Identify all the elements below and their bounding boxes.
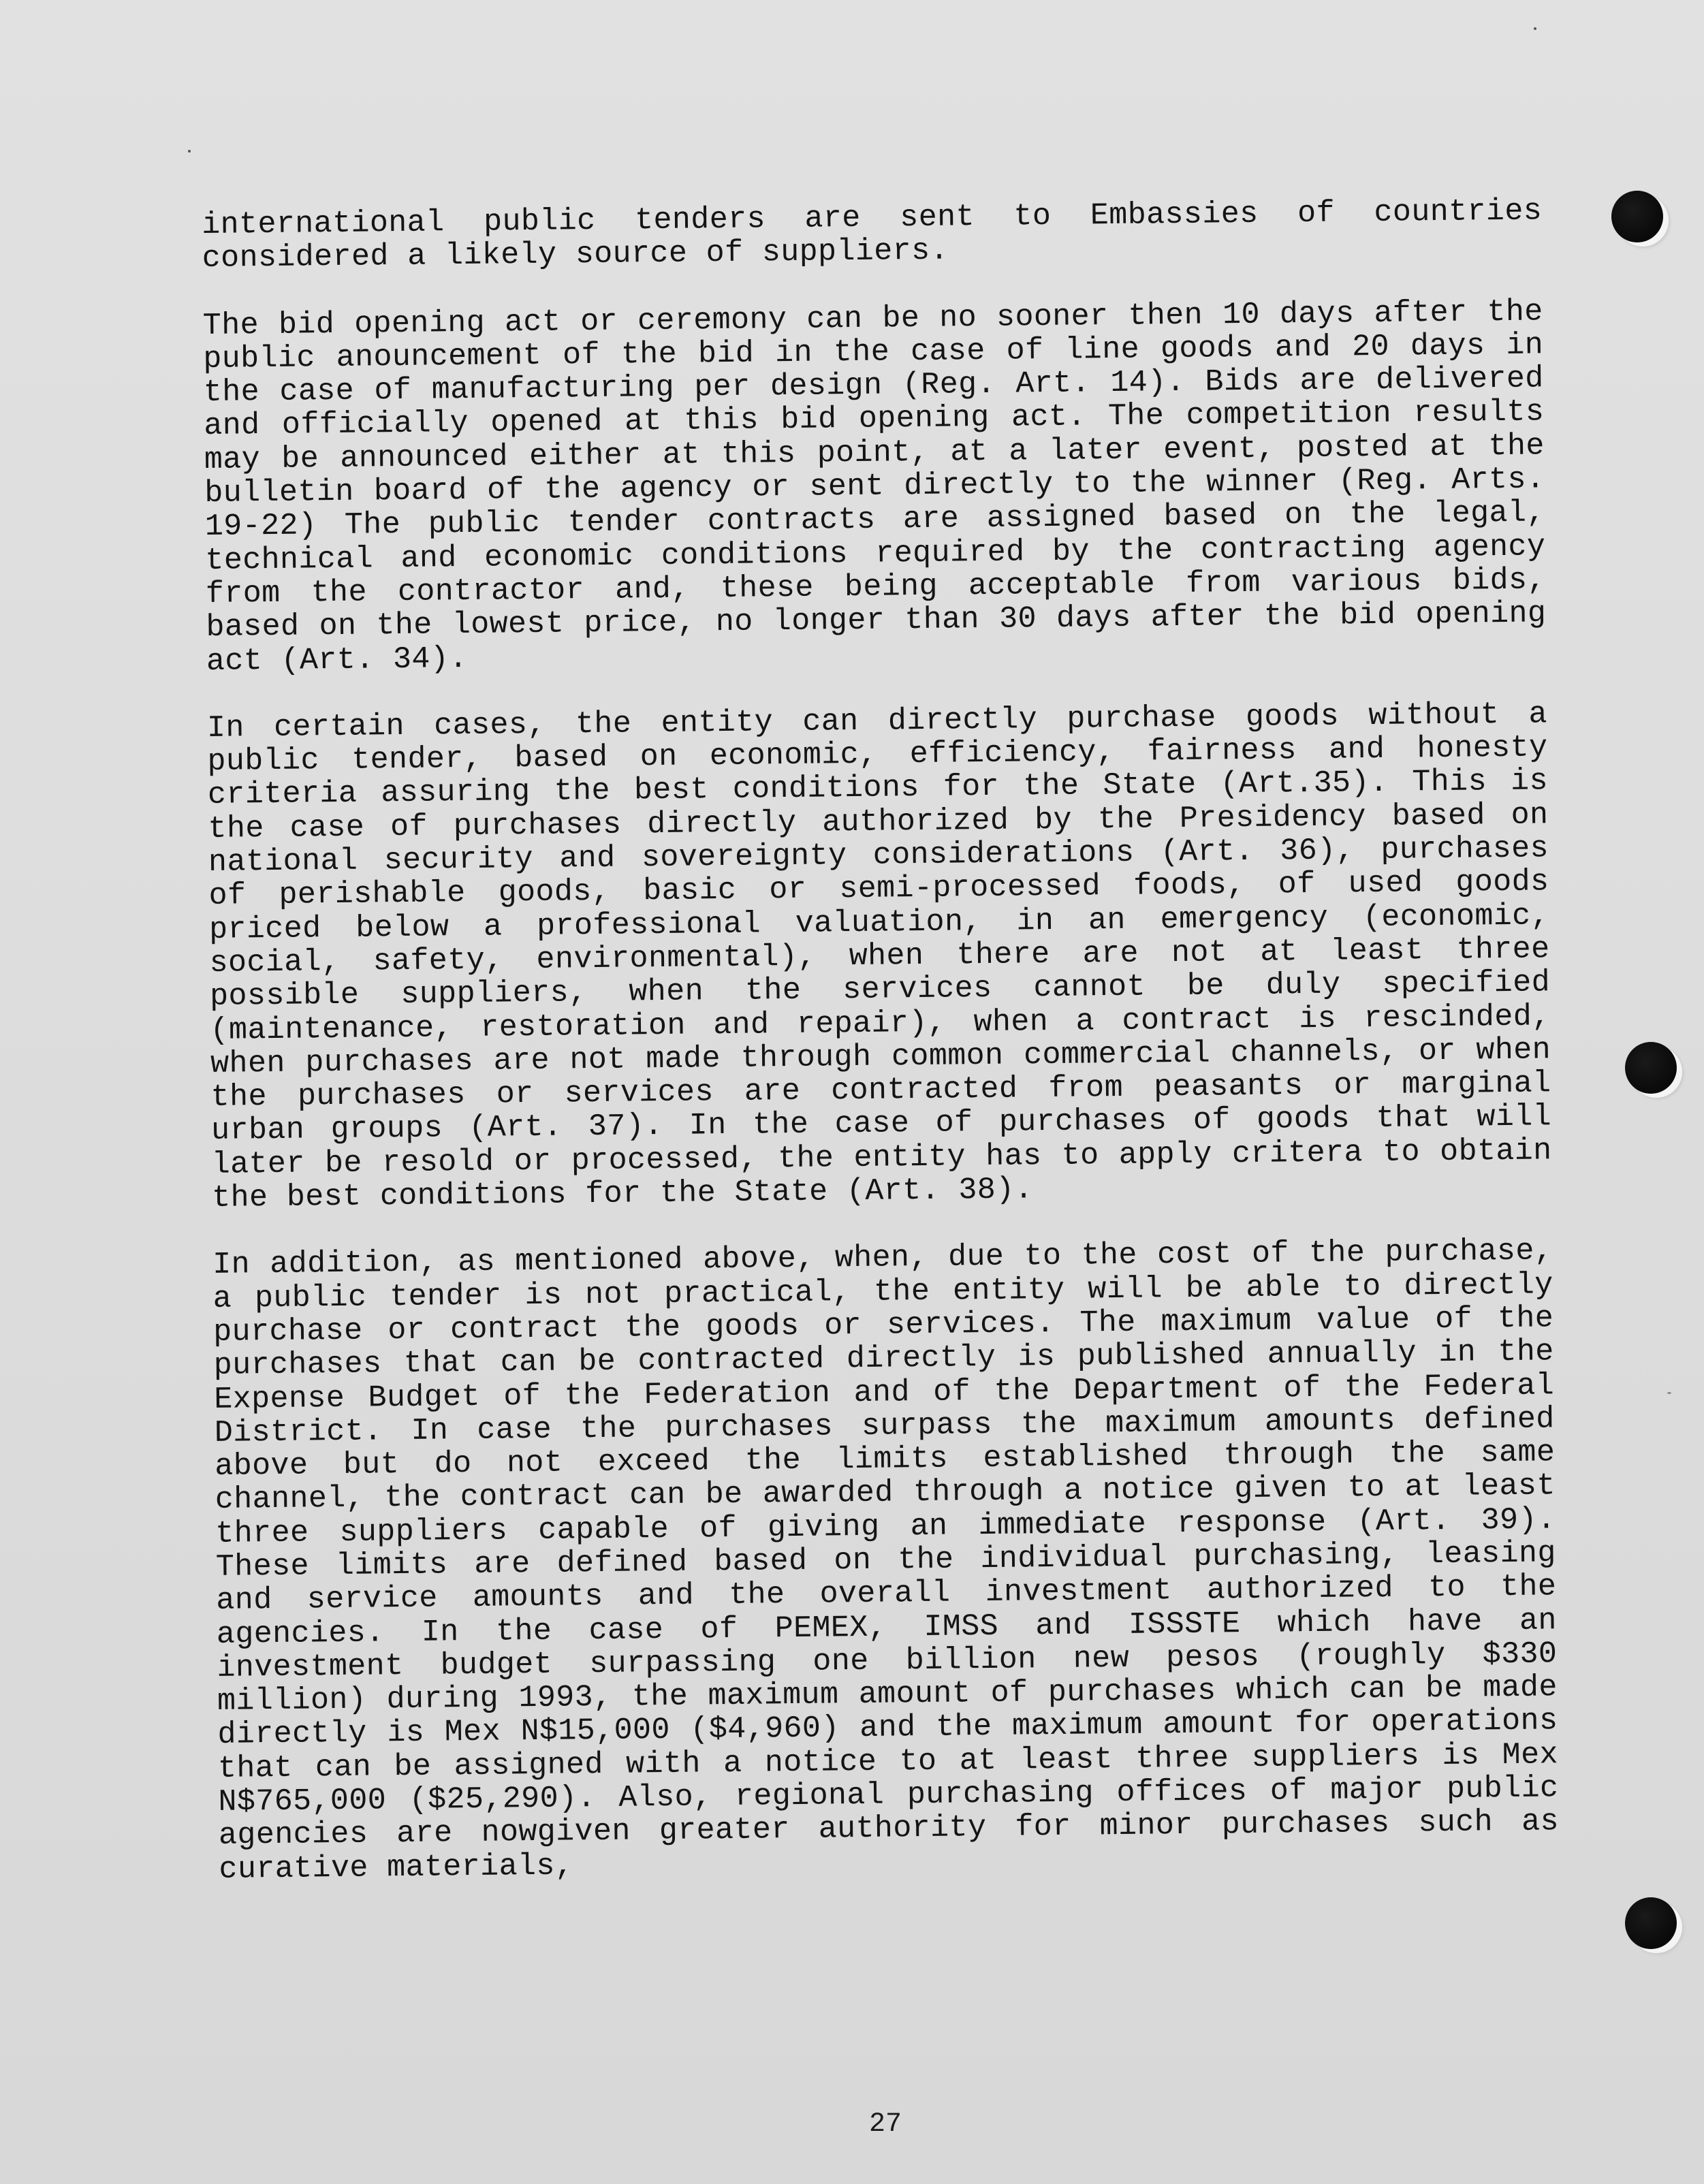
page-number: 27: [868, 2109, 902, 2140]
punch-hole-icon: [1611, 191, 1663, 242]
paragraph-bid-opening: The bid opening act or ceremony can be no sooner then 10 days after the public anouncement of the bid in the case of line goods and 20 days in the case of manufacturing per design (Reg. Art. 14). Bids are delivered and officially opened at this bid opening act. The competition results may be announced either at this point, at a later event, posted at the bulletin board of the agency or sent directly to the winner (Reg. Arts. 19-22) The public tender contracts are assigned based on the legal, technical and economic conditions required by the contracting agency from the contractor and, these being acceptable from various bids, based on the lowest price, no longer than 30 days after the bid opening act (Art. 34).: [202, 294, 1547, 679]
punch-hole-icon: [1625, 1042, 1677, 1094]
paper-speck: [1534, 27, 1536, 30]
paragraph-embassies: international public tenders are sent to Embassies of countries considered a likely source of suppliers.: [201, 193, 1543, 276]
paragraph-purchase-limits: In addition, as mentioned above, when, due to the cost of the purchase, a public tender is not practical, the entity will be able to directly purchase or contract the goods or services. The maximum value of the purchases that can be contracted directly is published annually in the Expense Budget of the Federation and of the Department of the Federal District. In case the purchases surpass the maximum amounts defined above but do not exceed the limits established through the same channel, the contract can be awarded through a notice given to at least three suppliers capable of giving an immediate response (Art. 39). These limits are defined based on the individual purchasing, leasing and service amounts and the overall investment authorized to the agencies. In the case of PEMEX, IMSS and ISSSTE which have an investment budget surpassing one billion new pesos (roughly $330 million) during 1993, the maximum amount of purchases which can be made directly is Mex N$15,000 ($4,960) and the maximum amount for operations that can be assigned with a notice to at least three suppliers is Mex N$765,000 ($25,290). Also, regional purchasing offices of major public agencies are nowgiven greater authority for minor purchases such as curative materials,: [212, 1233, 1560, 1887]
body-text: [202, 194, 1560, 1886]
paragraph-direct-purchase: In certain cases, the entity can directly purchase goods without a public tender, based on economic, efficiency, fairness and honesty criteria assuring the best conditions for the State (Art.35). This is the case of purchases directly authorized by the Presidency based on national security and sovereignty considerations (Art. 36), purchases of perishable goods, basic or semi-processed foods, of used goods priced below a professional valuation, in an emergency (economic, social, safety, environmental), when there are not at least three possible suppliers, when the services cannot be duly specified (maintenance, restoration and repair), when a contract is rescinded, when purchases are not made through common commercial channels, or when the purchases or services are contracted from peasants or marginal urban groups (Art. 37). In the case of purchases of goods that will later be resold or processed, the entity has to apply critera to obtain the best conditions for the State (Art. 38).: [206, 697, 1552, 1216]
punch-hole-icon: [1625, 1897, 1677, 1949]
paper-speck: [188, 150, 191, 153]
paper-speck: [1667, 1392, 1671, 1394]
